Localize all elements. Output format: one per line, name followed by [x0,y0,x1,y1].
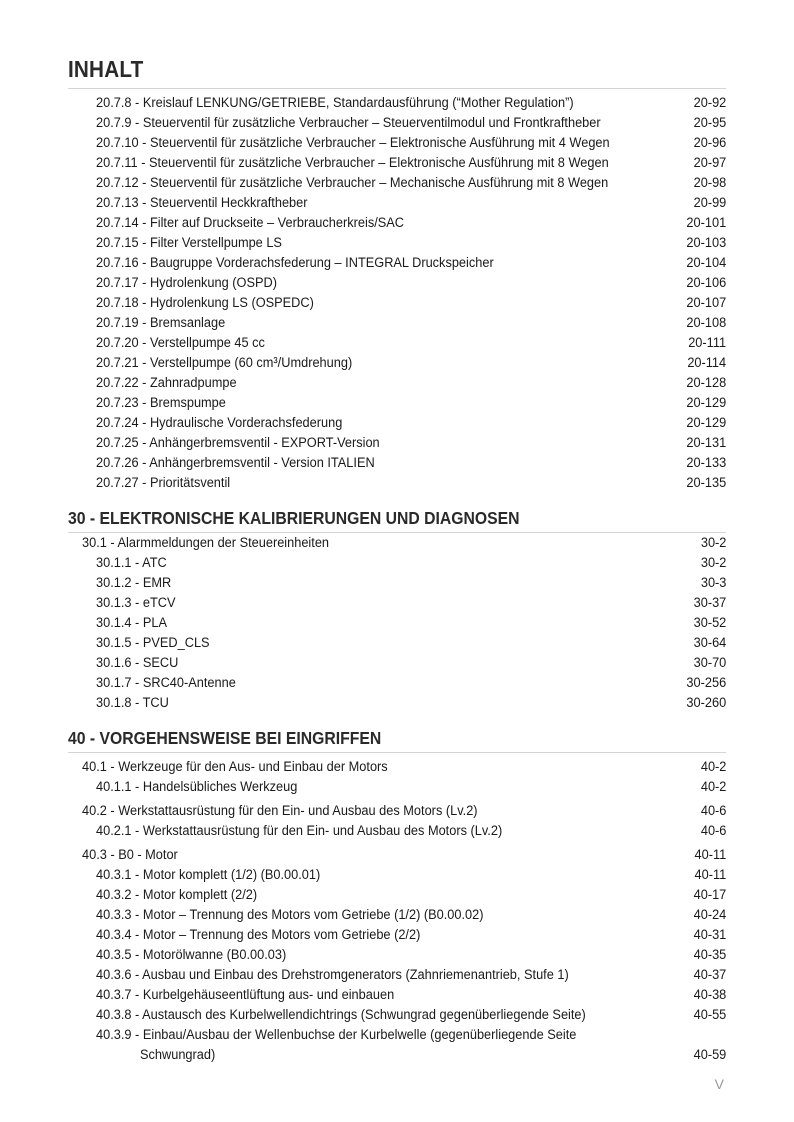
toc-entry[interactable] [0,353,794,373]
toc-entry-title: 20.7.25 - Anhängerbremsventil - EXPORT-Version [96,435,380,451]
section-heading-40 [0,713,794,753]
toc-entry-page: 40-2 [700,779,726,795]
toc-entry-title: 20.7.12 - Steuerventil für zusätzliche Verbraucher – Mechanische Ausführung mit 8 Wegen [96,175,609,191]
toc-entry[interactable] [0,905,794,925]
table-of-contents [0,93,794,1065]
toc-entry-title: 40.2 - Werkstattausrüstung für den Ein- und Ausbau des Motors (Lv.2) [82,803,478,819]
toc-group-40-3 [0,865,794,1025]
toc-entry-title: 30.1.3 - eTCV [96,595,176,611]
toc-entry-page: 20-131 [686,435,726,451]
toc-entry-title: 40.3.9 - Einbau/Ausbau der Wellenbuchse der Kurbelwelle (gegenüberliegende Seite [96,1027,577,1043]
toc-entry-title: 20.7.9 - Steuerventil für zusätzliche Verbraucher – Steuerventilmodul und Frontkraftheber [96,115,601,131]
section-title: 30 - ELEKTRONISCHE KALIBRIERUNGEN UND DIAGNOSEN [68,508,520,528]
toc-entry-page: 30-2 [700,535,726,551]
toc-entry-title: 20.7.10 - Steuerventil für zusätzliche Verbraucher – Elektronische Ausführung mit 4 Wegen [96,135,610,151]
toc-entry-page: 40-17 [693,887,726,903]
toc-entry-title: 30.1.4 - PLA [96,615,167,631]
toc-entry-title: 20.7.16 - Baugruppe Vorderachsfederung – INTEGRAL Druckspeicher [96,255,494,271]
toc-entry-title: 40.1.1 - Handelsübliches Werkzeug [96,779,298,795]
toc-entry-page: 40-24 [693,907,726,923]
toc-entry-title: 30.1.6 - SECU [96,655,179,671]
toc-entry[interactable] [0,945,794,965]
toc-entry-page: 20-106 [686,275,726,291]
toc-entry-page: 20-135 [686,475,726,491]
toc-entry[interactable] [0,777,794,797]
toc-entry-page: 40-31 [693,927,726,943]
section-divider [68,752,726,753]
toc-entry-page: 20-129 [686,415,726,431]
toc-entry-page: 30-260 [686,695,726,711]
toc-entry[interactable] [0,965,794,985]
toc-entry-page: 20-129 [686,395,726,411]
toc-entry-title: 20.7.27 - Prioritätsventil [96,475,231,491]
toc-entry[interactable] [0,673,794,693]
toc-entry[interactable] [0,173,794,193]
toc-entry[interactable] [0,693,794,713]
toc-entry[interactable] [0,93,794,113]
toc-group-20 [0,93,794,493]
toc-entry[interactable] [0,273,794,293]
toc-entry[interactable] [0,113,794,133]
toc-entry-main[interactable] [0,845,794,865]
toc-entry[interactable] [0,1025,794,1065]
toc-entry-title: 20.7.17 - Hydrolenkung (OSPD) [96,275,277,291]
toc-entry-page: 40-38 [693,987,726,1003]
toc-entry-title: 40.1 - Werkzeuge für den Aus- und Einbau der Motors [82,759,388,775]
toc-entry[interactable] [0,473,794,493]
toc-entry-page: 20-128 [686,375,726,391]
toc-entry[interactable] [0,393,794,413]
toc-entry-page: 40-37 [693,967,726,983]
toc-entry-page: 20-99 [693,195,726,211]
toc-entry-title: 40.3.3 - Motor – Trennung des Motors vom Getriebe (1/2) (B0.00.02) [96,907,484,923]
toc-entry-title: 40.3.4 - Motor – Trennung des Motors vom Getriebe (2/2) [96,927,421,943]
toc-entry[interactable] [0,193,794,213]
toc-entry-page: 20-111 [688,335,726,351]
toc-entry[interactable] [0,413,794,433]
toc-entry-page: 30-64 [693,635,726,651]
toc-entry-title: 20.7.22 - Zahnradpumpe [96,375,237,391]
toc-entry-title: 40.3.8 - Austausch des Kurbelwellendichtrings (Schwungrad gegenüberliegende Seite) [96,1007,586,1023]
toc-entry-page: 40-6 [700,803,726,819]
toc-entry[interactable] [0,1005,794,1025]
toc-entry-page: 40-59 [693,1047,726,1063]
toc-entry-page: 20-103 [686,235,726,251]
toc-entry-title: 40.3.6 - Ausbau und Einbau des Drehstromgenerators (Zahnriemenantrieb, Stufe 1) [96,967,569,983]
toc-entry[interactable] [0,613,794,633]
toc-entry-page: 30-52 [693,615,726,631]
toc-entry-title: 20.7.26 - Anhängerbremsventil - Version ITALIEN [96,455,375,471]
toc-entry-page: 40-11 [694,867,726,883]
toc-entry-page: 30-2 [700,555,726,571]
toc-entry-title: 20.7.24 - Hydraulische Vorderachsfederung [96,415,343,431]
toc-entry[interactable] [0,433,794,453]
toc-entry-title: 20.7.8 - Kreislauf LENKUNG/GETRIEBE, Standardausführung (“Mother Regulation”) [96,95,574,111]
title-divider [68,88,726,89]
section-heading-30 [0,493,794,533]
toc-entry[interactable] [0,553,794,573]
toc-entry-page: 20-104 [686,255,726,271]
toc-entry[interactable] [0,453,794,473]
toc-entry-main[interactable] [0,757,794,777]
toc-entry-title: 20.7.19 - Bremsanlage [96,315,226,331]
toc-entry-title: 30.1.7 - SRC40-Antenne [96,675,236,691]
toc-entry[interactable] [0,313,794,333]
toc-entry[interactable] [0,821,794,841]
toc-entry-page: 20-114 [687,355,726,371]
toc-entry-page: 30-3 [700,575,726,591]
toc-entry[interactable] [0,633,794,653]
toc-entry[interactable] [0,573,794,593]
toc-entry[interactable] [0,253,794,273]
toc-entry-page: 20-95 [693,115,726,131]
toc-entry-title: 30.1.5 - PVED_CLS [96,635,210,651]
toc-entry-page: 30-37 [693,595,726,611]
toc-entry[interactable] [0,885,794,905]
toc-entry-title: 30.1.8 - TCU [96,695,169,711]
toc-entry-title: 30.1 - Alarmmeldungen der Steuereinheiten [82,535,330,551]
toc-entry-page: 20-96 [693,135,726,151]
toc-entry-title: 20.7.21 - Verstellpumpe (60 cm³/Umdrehung) [96,355,353,371]
toc-entry[interactable] [0,233,794,253]
toc-entry[interactable] [0,925,794,945]
toc-entry-title: 20.7.13 - Steuerventil Heckkraftheber [96,195,308,211]
toc-entry-title-continued: Schwungrad) [140,1047,216,1063]
toc-entry-page: 30-70 [693,655,726,671]
toc-entry-title: 20.7.11 - Steuerventil für zusätzliche Verbraucher – Elektronische Ausführung mit 8 Wegen [96,155,609,171]
toc-entry-page: 20-101 [686,215,726,231]
toc-entry[interactable] [0,865,794,885]
toc-entry-page: 40-55 [693,1007,726,1023]
toc-entry-title: 30.1.1 - ATC [96,555,167,571]
section-title: 40 - VORGEHENSWEISE BEI EINGRIFFEN [68,728,382,748]
toc-entry-title: 40.3.2 - Motor komplett (2/2) [96,887,258,903]
toc-entry-main[interactable] [0,801,794,821]
toc-entry-main[interactable] [0,533,794,553]
toc-entry-page: 20-108 [686,315,726,331]
toc-entry[interactable] [0,373,794,393]
toc-entry[interactable] [0,133,794,153]
toc-entry-title: 40.3.1 - Motor komplett (1/2) (B0.00.01) [96,867,321,883]
toc-entry-title: 20.7.15 - Filter Verstellpumpe LS [96,235,282,251]
toc-entry-title: 40.3.7 - Kurbelgehäuseentlüftung aus- und einbauen [96,987,395,1003]
toc-entry[interactable] [0,593,794,613]
toc-entry[interactable] [0,985,794,1005]
page-number: V [714,1076,724,1092]
toc-group-30 [0,553,794,713]
toc-entry-title: 30.1.2 - EMR [96,575,172,591]
toc-entry-title: 20.7.18 - Hydrolenkung LS (OSPEDC) [96,295,314,311]
toc-entry-page: 40-35 [693,947,726,963]
toc-entry[interactable] [0,153,794,173]
toc-entry-page: 30-256 [686,675,726,691]
page-title: INHALT [68,56,144,82]
toc-entry[interactable] [0,333,794,353]
toc-entry[interactable] [0,293,794,313]
toc-entry-title: 40.3.5 - Motorölwanne (B0.00.03) [96,947,287,963]
toc-entry-page: 40-11 [694,847,726,863]
toc-entry-page: 40-6 [700,823,726,839]
toc-entry-page: 20-92 [693,95,726,111]
toc-entry-title: 20.7.23 - Bremspumpe [96,395,226,411]
toc-entry[interactable] [0,213,794,233]
toc-entry-page: 40-2 [700,759,726,775]
toc-entry-title: 40.3 - B0 - Motor [82,847,178,863]
toc-entry-page: 20-107 [686,295,726,311]
toc-entry-title: 20.7.14 - Filter auf Druckseite – Verbraucherkreis/SAC [96,215,405,231]
toc-entry-title: 20.7.20 - Verstellpumpe 45 cc [96,335,265,351]
toc-entry-page: 20-97 [693,155,726,171]
toc-entry-page: 20-133 [686,455,726,471]
toc-entry[interactable] [0,653,794,673]
toc-entry-title: 40.2.1 - Werkstattausrüstung für den Ein- und Ausbau des Motors (Lv.2) [96,823,503,839]
toc-entry-page: 20-98 [693,175,726,191]
